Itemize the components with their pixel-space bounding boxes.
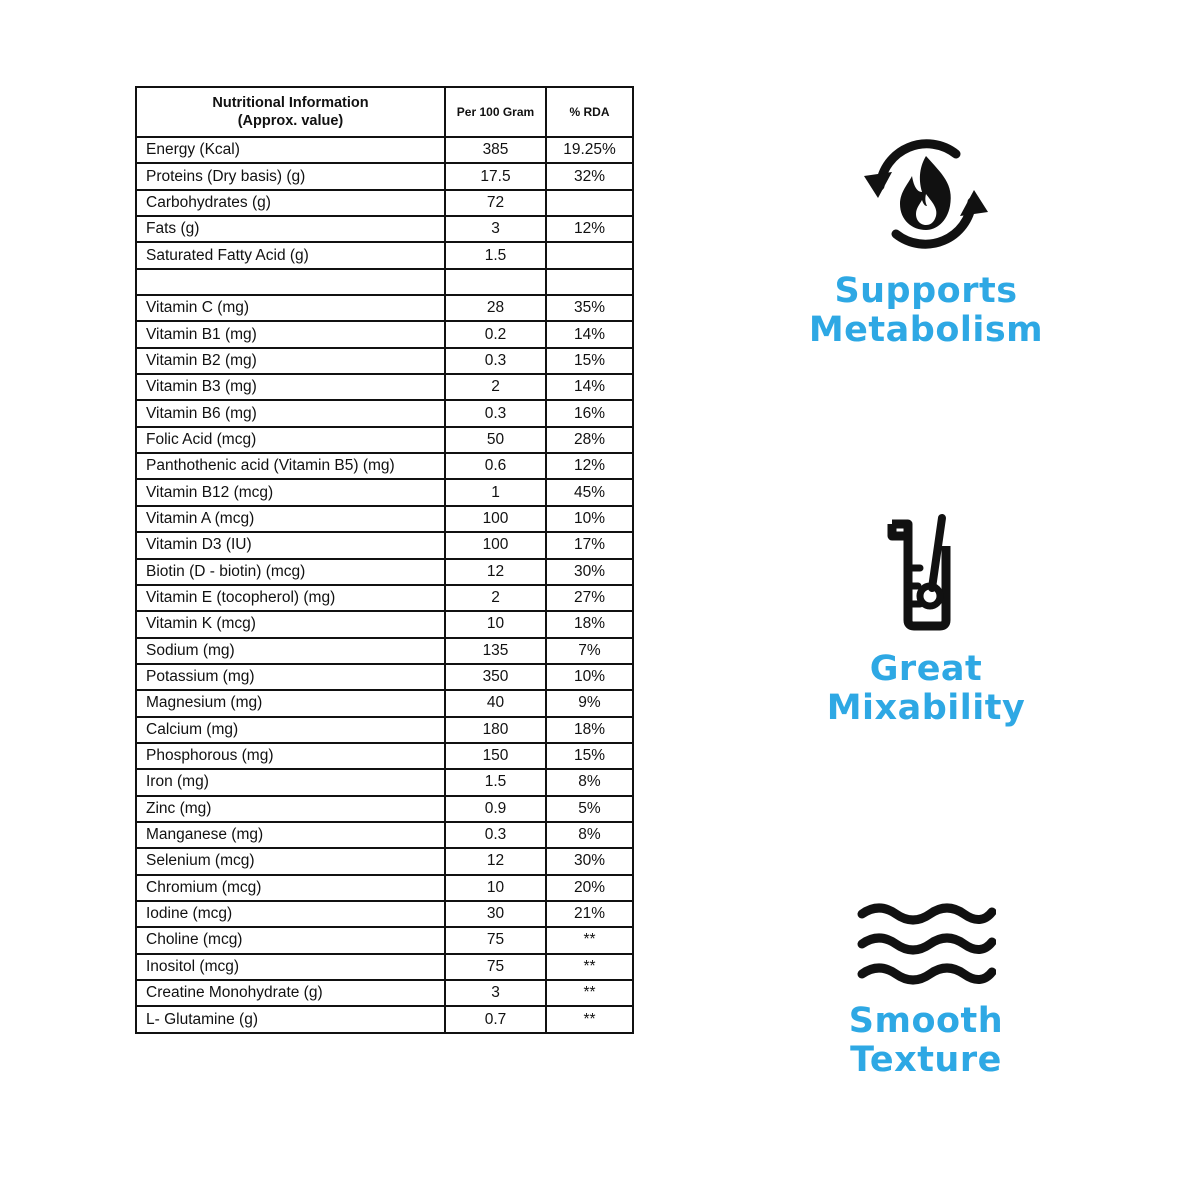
rda-value: 9% — [546, 690, 633, 716]
nutrition-table — [135, 86, 634, 1034]
per-100-gram-value: 1.5 — [445, 769, 546, 795]
rda-value: 12% — [546, 453, 633, 479]
table-row — [136, 690, 633, 716]
rda-value: 21% — [546, 901, 633, 927]
rda-value: 7% — [546, 638, 633, 664]
per-100-gram-value: 75 — [445, 927, 546, 953]
rda-value: 14% — [546, 321, 633, 347]
nutrient-name: Proteins (Dry basis) (g) — [136, 163, 445, 189]
rda-value: 17% — [546, 532, 633, 558]
table-row — [136, 190, 633, 216]
per-100-gram-value: 0.3 — [445, 348, 546, 374]
nutrient-name: Vitamin B1 (mg) — [136, 321, 445, 347]
per-100-gram-value: 0.9 — [445, 796, 546, 822]
nutrient-name: Vitamin C (mg) — [136, 295, 445, 321]
per-100-gram-value: 0.3 — [445, 822, 546, 848]
nutrient-name: Folic Acid (mcg) — [136, 427, 445, 453]
rda-value: ** — [546, 927, 633, 953]
header-title: Nutritional Information — [212, 95, 369, 111]
feature-line-1: Supports — [834, 271, 1018, 311]
per-100-gram-value: 100 — [445, 506, 546, 532]
rda-value: 8% — [546, 822, 633, 848]
feature-line-2: Mixability — [826, 688, 1026, 728]
feature-smooth-texture — [780, 900, 1072, 1080]
nutrient-name: Fats (g) — [136, 216, 445, 242]
nutrient-name: Iron (mg) — [136, 769, 445, 795]
rda-value — [546, 242, 633, 268]
nutrient-name: Vitamin B6 (mg) — [136, 400, 445, 426]
table-row — [136, 400, 633, 426]
nutrient-name: Magnesium (mg) — [136, 690, 445, 716]
header-subtitle: (Approx. value) — [237, 113, 344, 129]
table-row — [136, 875, 633, 901]
per-100-gram-value: 3 — [445, 216, 546, 242]
table-row — [136, 848, 633, 874]
nutrient-name: Carbohydrates (g) — [136, 190, 445, 216]
nutrient-name: Zinc (mg) — [136, 796, 445, 822]
rda-value: 15% — [546, 743, 633, 769]
nutrient-name: Calcium (mg) — [136, 717, 445, 743]
table-row — [136, 532, 633, 558]
table-row — [136, 137, 633, 163]
table-row — [136, 1006, 633, 1032]
per-100-gram-value: 40 — [445, 690, 546, 716]
table-row — [136, 611, 633, 637]
rda-value: 10% — [546, 506, 633, 532]
nutrition-table-body — [136, 137, 633, 1033]
rda-value: 19.25% — [546, 137, 633, 163]
rda-value: 18% — [546, 717, 633, 743]
per-100-gram-value: 2 — [445, 374, 546, 400]
per-100-gram-value: 150 — [445, 743, 546, 769]
nutrient-name: Manganese (mg) — [136, 822, 445, 848]
per-100-gram-value: 12 — [445, 848, 546, 874]
table-row — [136, 374, 633, 400]
per-100-gram-value: 12 — [445, 559, 546, 585]
per-100-gram-value: 10 — [445, 875, 546, 901]
header-nutritional-information — [136, 87, 445, 137]
table-row — [136, 427, 633, 453]
nutrient-name: Potassium (mg) — [136, 664, 445, 690]
per-100-gram-value: 2 — [445, 585, 546, 611]
metabolism-fire-cycle-icon — [858, 126, 994, 262]
per-100-gram-value: 1.5 — [445, 242, 546, 268]
nutrient-name: Creatine Monohydrate (g) — [136, 980, 445, 1006]
table-row — [136, 506, 633, 532]
rda-value: 10% — [546, 664, 633, 690]
nutrient-name: Saturated Fatty Acid (g) — [136, 242, 445, 268]
nutrient-name: Selenium (mcg) — [136, 848, 445, 874]
per-100-gram-value: 0.2 — [445, 321, 546, 347]
table-row — [136, 901, 633, 927]
table-row — [136, 348, 633, 374]
feature-line-1: Great — [869, 649, 983, 689]
rda-value: ** — [546, 954, 633, 980]
nutrient-name: Vitamin K (mcg) — [136, 611, 445, 637]
feature-label-mixability — [780, 650, 1072, 728]
nutrient-name: Vitamin D3 (IU) — [136, 532, 445, 558]
nutrient-name: Panthothenic acid (Vitamin B5) (mg) — [136, 453, 445, 479]
per-100-gram-value: 350 — [445, 664, 546, 690]
rda-value — [546, 269, 633, 295]
table-row — [136, 216, 633, 242]
table-row — [136, 585, 633, 611]
per-100-gram-value: 75 — [445, 954, 546, 980]
per-100-gram-value: 0.7 — [445, 1006, 546, 1032]
rda-value — [546, 190, 633, 216]
mixing-beaker-icon — [858, 512, 994, 636]
nutrient-name: L- Glutamine (g) — [136, 1006, 445, 1032]
nutrient-name: Sodium (mg) — [136, 638, 445, 664]
nutrient-name — [136, 269, 445, 295]
feature-line-2: Texture — [850, 1040, 1002, 1080]
nutrient-name: Energy (Kcal) — [136, 137, 445, 163]
feature-great-mixability — [780, 512, 1072, 728]
feature-line-2: Metabolism — [808, 310, 1044, 350]
nutrient-name: Chromium (mcg) — [136, 875, 445, 901]
table-row — [136, 717, 633, 743]
nutrient-name: Vitamin A (mcg) — [136, 506, 445, 532]
rda-value: 30% — [546, 559, 633, 585]
nutrient-name: Vitamin E (tocopherol) (mg) — [136, 585, 445, 611]
table-row — [136, 743, 633, 769]
per-100-gram-value: 0.6 — [445, 453, 546, 479]
table-row — [136, 954, 633, 980]
rda-value: 8% — [546, 769, 633, 795]
per-100-gram-value: 180 — [445, 717, 546, 743]
header-per-100-gram: Per 100 Gram — [445, 87, 546, 137]
header-rda: % RDA — [546, 87, 633, 137]
nutrient-name: Inositol (mcg) — [136, 954, 445, 980]
nutrient-name: Vitamin B2 (mg) — [136, 348, 445, 374]
table-row — [136, 980, 633, 1006]
table-row — [136, 559, 633, 585]
per-100-gram-value — [445, 269, 546, 295]
table-row — [136, 321, 633, 347]
table-row — [136, 479, 633, 505]
rda-value: 15% — [546, 348, 633, 374]
waves-icon — [856, 900, 996, 986]
rda-value: 5% — [546, 796, 633, 822]
feature-supports-metabolism — [780, 126, 1072, 350]
nutrient-name: Vitamin B12 (mcg) — [136, 479, 445, 505]
rda-value: ** — [546, 1006, 633, 1032]
per-100-gram-value: 385 — [445, 137, 546, 163]
table-row — [136, 638, 633, 664]
table-row — [136, 295, 633, 321]
nutrient-name: Choline (mcg) — [136, 927, 445, 953]
rda-value: 12% — [546, 216, 633, 242]
rda-value: 16% — [546, 400, 633, 426]
rda-value: 45% — [546, 479, 633, 505]
per-100-gram-value: 50 — [445, 427, 546, 453]
table-header-row — [136, 87, 633, 137]
per-100-gram-value: 72 — [445, 190, 546, 216]
table-row — [136, 769, 633, 795]
nutrient-name: Phosphorous (mg) — [136, 743, 445, 769]
per-100-gram-value: 28 — [445, 295, 546, 321]
table-row — [136, 242, 633, 268]
per-100-gram-value: 3 — [445, 980, 546, 1006]
rda-value: 28% — [546, 427, 633, 453]
feature-line-1: Smooth — [848, 1001, 1004, 1041]
feature-label-metabolism — [780, 272, 1072, 350]
per-100-gram-value: 30 — [445, 901, 546, 927]
table-row — [136, 453, 633, 479]
table-row — [136, 927, 633, 953]
feature-label-texture — [780, 1002, 1072, 1080]
per-100-gram-value: 135 — [445, 638, 546, 664]
per-100-gram-value: 100 — [445, 532, 546, 558]
table-row — [136, 796, 633, 822]
rda-value: 30% — [546, 848, 633, 874]
per-100-gram-value: 1 — [445, 479, 546, 505]
rda-value: 14% — [546, 374, 633, 400]
per-100-gram-value: 10 — [445, 611, 546, 637]
table-row — [136, 269, 633, 295]
rda-value: 35% — [546, 295, 633, 321]
nutrient-name: Biotin (D - biotin) (mcg) — [136, 559, 445, 585]
table-row — [136, 664, 633, 690]
per-100-gram-value: 17.5 — [445, 163, 546, 189]
table-row — [136, 822, 633, 848]
rda-value: 20% — [546, 875, 633, 901]
nutrient-name: Vitamin B3 (mg) — [136, 374, 445, 400]
per-100-gram-value: 0.3 — [445, 400, 546, 426]
rda-value: 27% — [546, 585, 633, 611]
table-row — [136, 163, 633, 189]
nutrient-name: Iodine (mcg) — [136, 901, 445, 927]
rda-value: 32% — [546, 163, 633, 189]
rda-value: ** — [546, 980, 633, 1006]
rda-value: 18% — [546, 611, 633, 637]
